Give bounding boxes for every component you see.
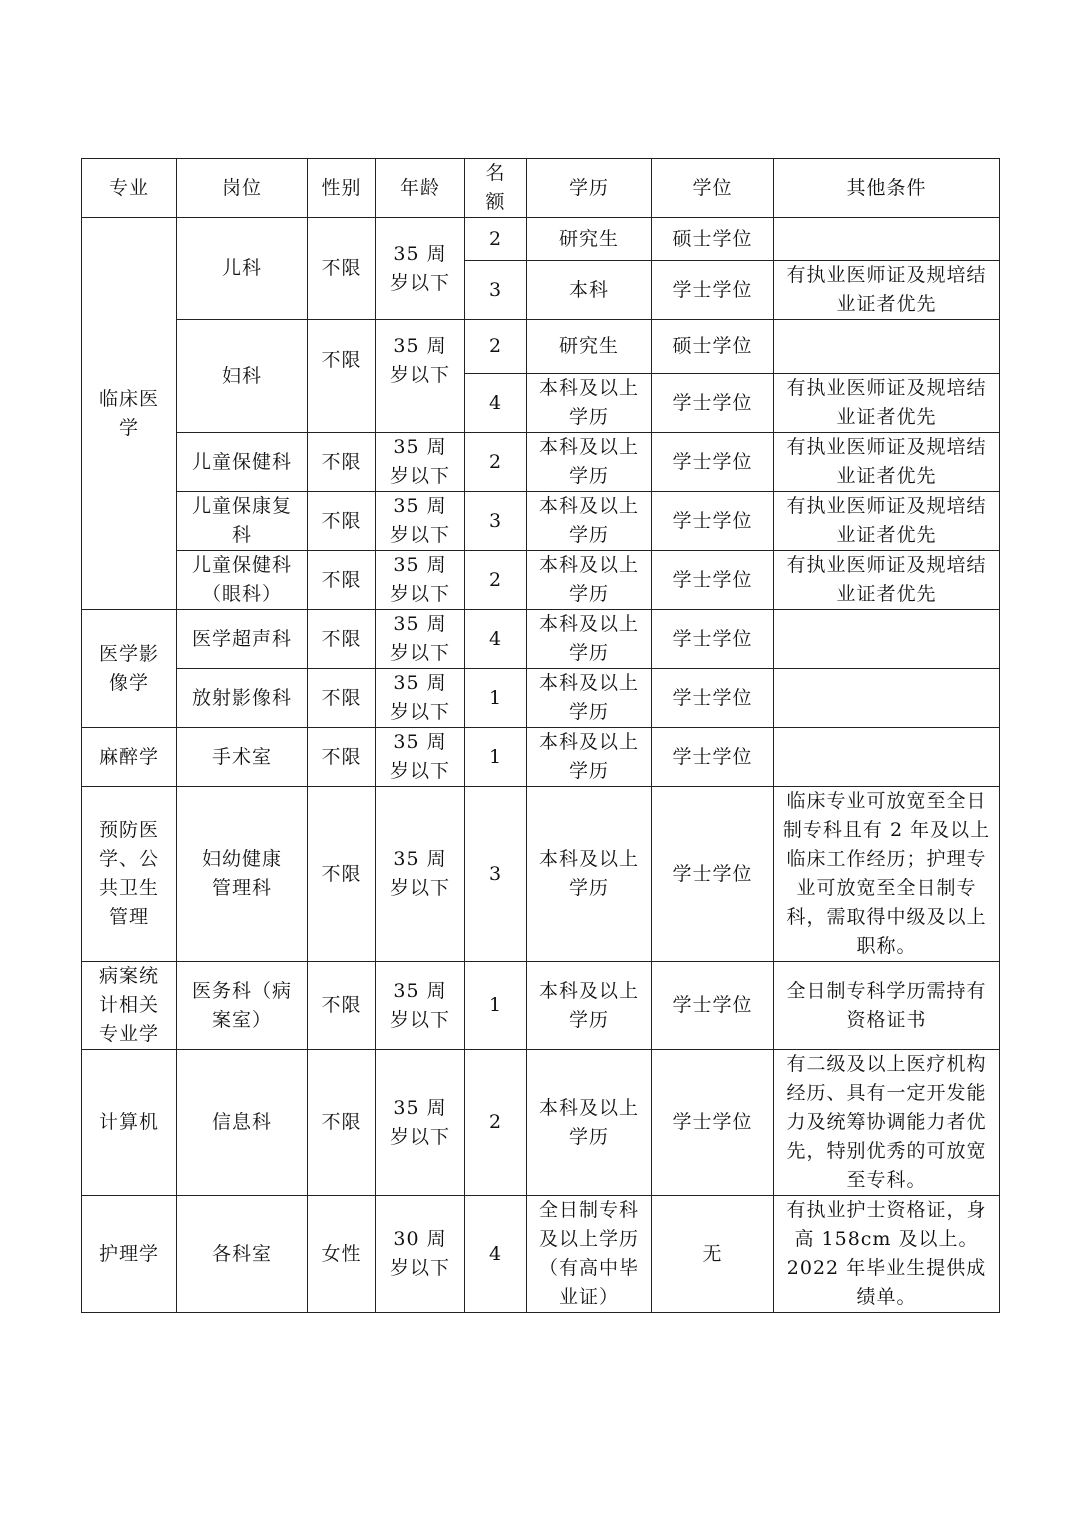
- degree-cell: 学士学位: [652, 374, 774, 433]
- quota-cell: 2: [465, 433, 527, 492]
- quota-cell: 3: [465, 787, 527, 962]
- quota-cell: 1: [465, 669, 527, 728]
- condition-cell: [774, 320, 1000, 374]
- age-cell: 35 周岁以下: [376, 218, 465, 320]
- age-cell: 35 周岁以下: [376, 669, 465, 728]
- degree-cell: 硕士学位: [652, 320, 774, 374]
- degree-cell: 学士学位: [652, 669, 774, 728]
- position-cell: 各科室: [177, 1196, 308, 1313]
- degree-cell: 学士学位: [652, 551, 774, 610]
- age-cell: 35 周岁以下: [376, 962, 465, 1050]
- position-cell: 妇科: [177, 320, 308, 433]
- position-cell: 信息科: [177, 1050, 308, 1196]
- condition-cell: [774, 669, 1000, 728]
- condition-cell: 有执业医师证及规培结业证者优先: [774, 374, 1000, 433]
- major-cell: 计算机: [82, 1050, 177, 1196]
- table-row: [82, 962, 1000, 1050]
- gender-cell: 不限: [308, 1050, 376, 1196]
- header-education: 学历: [527, 159, 652, 218]
- condition-cell: [774, 610, 1000, 669]
- header-degree: 学位: [652, 159, 774, 218]
- position-cell: 儿童保健科: [177, 433, 308, 492]
- major-cell: 麻醉学: [82, 728, 177, 787]
- education-cell: 本科: [527, 261, 652, 320]
- quota-cell: 4: [465, 1196, 527, 1313]
- gender-cell: 不限: [308, 320, 376, 433]
- quota-cell: 2: [465, 551, 527, 610]
- table-row: [82, 1196, 1000, 1313]
- table-row: [82, 728, 1000, 787]
- degree-cell: 无: [652, 1196, 774, 1313]
- education-cell: 本科及以上学历: [527, 492, 652, 551]
- major-cell: 护理学: [82, 1196, 177, 1313]
- education-cell: 本科及以上学历: [527, 374, 652, 433]
- quota-cell: 1: [465, 962, 527, 1050]
- table-row: [82, 610, 1000, 669]
- condition-cell: 有二级及以上医疗机构经历、具有一定开发能力及统筹协调能力者优先，特别优秀的可放宽至专科。: [774, 1050, 1000, 1196]
- condition-cell: 有执业医师证及规培结业证者优先: [774, 261, 1000, 320]
- education-cell: 本科及以上学历: [527, 669, 652, 728]
- position-cell: 医学超声科: [177, 610, 308, 669]
- gender-cell: 不限: [308, 218, 376, 320]
- condition-cell: [774, 728, 1000, 787]
- condition-cell: 有执业医师证及规培结业证者优先: [774, 551, 1000, 610]
- gender-cell: 不限: [308, 610, 376, 669]
- gender-cell: 不限: [308, 728, 376, 787]
- gender-cell: 女性: [308, 1196, 376, 1313]
- age-cell: 30 周岁以下: [376, 1196, 465, 1313]
- header-gender: 性别: [308, 159, 376, 218]
- degree-cell: 硕士学位: [652, 218, 774, 261]
- quota-cell: 4: [465, 374, 527, 433]
- gender-cell: 不限: [308, 433, 376, 492]
- degree-cell: 学士学位: [652, 787, 774, 962]
- quota-cell: 3: [465, 261, 527, 320]
- age-cell: 35 周岁以下: [376, 610, 465, 669]
- major-cell: 医学影像学: [82, 610, 177, 728]
- gender-cell: 不限: [308, 669, 376, 728]
- header-quota: 名额: [465, 159, 527, 218]
- quota-cell: 3: [465, 492, 527, 551]
- table-row: [82, 433, 1000, 492]
- education-cell: 本科及以上学历: [527, 962, 652, 1050]
- age-cell: 35 周岁以下: [376, 492, 465, 551]
- position-cell: 儿童保康复科: [177, 492, 308, 551]
- degree-cell: 学士学位: [652, 962, 774, 1050]
- age-cell: 35 周岁以下: [376, 1050, 465, 1196]
- table-row: [82, 320, 1000, 374]
- age-cell: 35 周岁以下: [376, 787, 465, 962]
- education-cell: 本科及以上学历: [527, 551, 652, 610]
- education-cell: 研究生: [527, 218, 652, 261]
- position-cell: 放射影像科: [177, 669, 308, 728]
- header-major: 专业: [82, 159, 177, 218]
- education-cell: 本科及以上学历: [527, 787, 652, 962]
- quota-cell: 4: [465, 610, 527, 669]
- recruitment-table: [81, 158, 1000, 1313]
- major-cell: 预防医学、公共卫生管理: [82, 787, 177, 962]
- age-cell: 35 周岁以下: [376, 320, 465, 433]
- condition-cell: 临床专业可放宽至全日制专科且有 2 年及以上临床工作经历；护理专业可放宽至全日制专科，需取得中级及以上职称。: [774, 787, 1000, 962]
- table-row: [82, 787, 1000, 962]
- header-position: 岗位: [177, 159, 308, 218]
- position-cell: 医务科（病案室）: [177, 962, 308, 1050]
- quota-cell: 1: [465, 728, 527, 787]
- age-cell: 35 周岁以下: [376, 728, 465, 787]
- position-cell: 妇幼健康管理科: [177, 787, 308, 962]
- condition-cell: 有执业医师证及规培结业证者优先: [774, 492, 1000, 551]
- header-age: 年龄: [376, 159, 465, 218]
- condition-cell: 有执业护士资格证，身高 158cm 及以上。2022 年毕业生提供成绩单。: [774, 1196, 1000, 1313]
- table-row: [82, 1050, 1000, 1196]
- degree-cell: 学士学位: [652, 1050, 774, 1196]
- gender-cell: 不限: [308, 787, 376, 962]
- education-cell: 本科及以上学历: [527, 1050, 652, 1196]
- table-row: [82, 492, 1000, 551]
- education-cell: 本科及以上学历: [527, 728, 652, 787]
- gender-cell: 不限: [308, 492, 376, 551]
- education-cell: 本科及以上学历: [527, 610, 652, 669]
- header-row: [82, 159, 1000, 218]
- education-cell: 本科及以上学历: [527, 433, 652, 492]
- age-cell: 35 周岁以下: [376, 551, 465, 610]
- quota-cell: 2: [465, 218, 527, 261]
- quota-cell: 2: [465, 320, 527, 374]
- gender-cell: 不限: [308, 551, 376, 610]
- age-cell: 35 周岁以下: [376, 433, 465, 492]
- condition-cell: 全日制专科学历需持有资格证书: [774, 962, 1000, 1050]
- education-cell: 研究生: [527, 320, 652, 374]
- quota-cell: 2: [465, 1050, 527, 1196]
- position-cell: 手术室: [177, 728, 308, 787]
- education-cell: 全日制专科及以上学历（有高中毕业证）: [527, 1196, 652, 1313]
- table-row: [82, 669, 1000, 728]
- table-row: [82, 218, 1000, 261]
- header-other: 其他条件: [774, 159, 1000, 218]
- condition-cell: [774, 218, 1000, 261]
- degree-cell: 学士学位: [652, 610, 774, 669]
- table-row: [82, 551, 1000, 610]
- degree-cell: 学士学位: [652, 433, 774, 492]
- degree-cell: 学士学位: [652, 492, 774, 551]
- position-cell: 儿童保健科（眼科）: [177, 551, 308, 610]
- major-cell: 病案统计相关专业学: [82, 962, 177, 1050]
- position-cell: 儿科: [177, 218, 308, 320]
- degree-cell: 学士学位: [652, 728, 774, 787]
- major-cell: 临床医学: [82, 218, 177, 610]
- degree-cell: 学士学位: [652, 261, 774, 320]
- condition-cell: 有执业医师证及规培结业证者优先: [774, 433, 1000, 492]
- gender-cell: 不限: [308, 962, 376, 1050]
